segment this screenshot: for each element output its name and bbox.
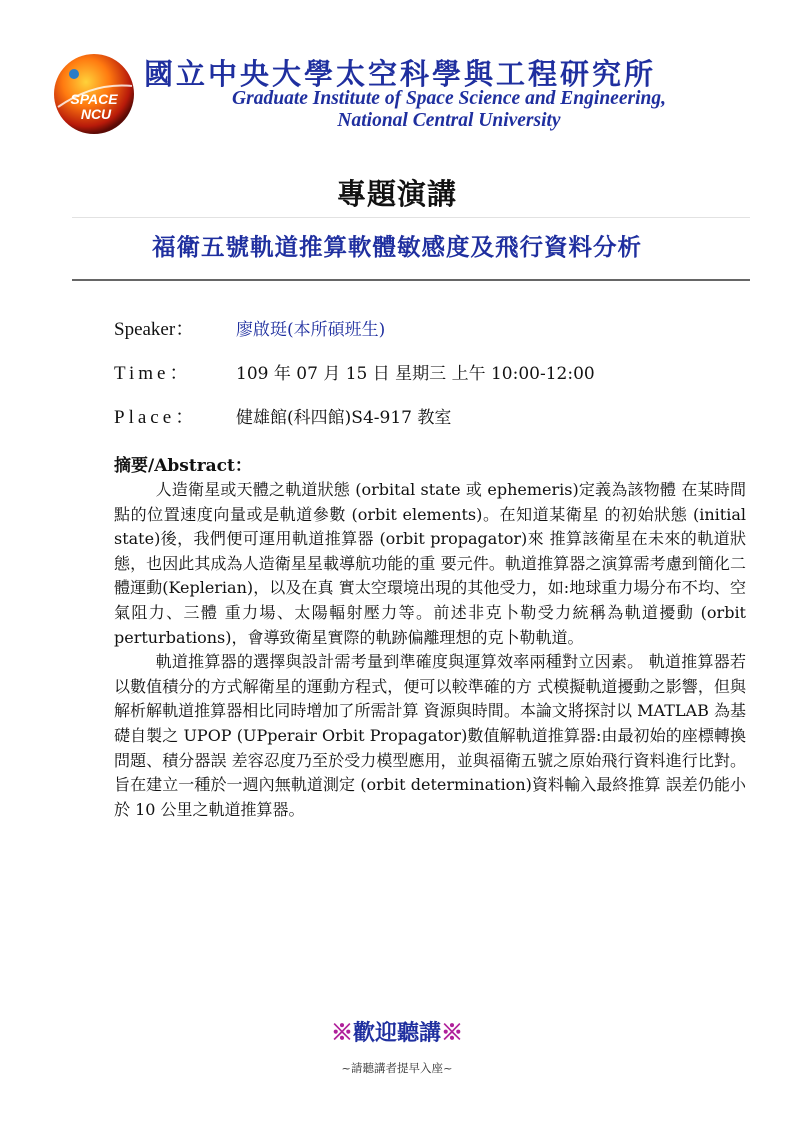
institute-name-cn: 國立中央大學太空科學與工程研究所	[144, 57, 657, 91]
time-value: 109 年 07 月 15 日 星期三 上午 10:00-12:00	[236, 364, 595, 384]
abstract-paragraph: 軌道推算器的選擇與設計需考量到準確度與運算效率兩種對立因素。 軌道推算器若以數值積分的方式解衛星的運動方程式，便可以較準確的方 式模擬軌道擾動之影響，但與解析解軌道推算器相比同時增加了所需計算 資源與時間。本論文將探討以 MATLAB 為基礎自製之 UPOP (UPperair Orbit Propagator)數值解軌道推算器:由最初始的座標轉換問題、積分器誤 差容忍度乃至於受力模型應用，並與福衛五號之原始飛行資料進行比對。 旨在建立一種於一週內無軌道測定 (orbit determination)資料輸入最終推算 誤差仍能小於 10 公里之軌道推算器。	[114, 652, 746, 819]
talk-type-heading: 專題演講	[336, 177, 457, 211]
divider-thick	[72, 279, 750, 281]
speaker-row	[114, 314, 385, 341]
welcome-banner	[0, 1016, 794, 1047]
institute-name-en	[144, 88, 754, 132]
talk-title: 福衛五號軌道推算軟體敏感度及飛行資料分析	[152, 233, 642, 261]
reference-mark-icon: ※	[330, 1020, 353, 1046]
logo-text-space: SPACE	[70, 91, 118, 107]
speaker-label: Speaker：	[114, 319, 195, 340]
divider-thin	[72, 217, 750, 218]
speaker-value: 廖啟珽(本所碩班生)	[236, 320, 386, 340]
abstract-heading: 摘要/Abstract：	[114, 456, 252, 476]
reference-mark-icon: ※	[441, 1020, 464, 1046]
institute-name-en-line2: National Central University	[337, 110, 561, 131]
place-label: Place：	[114, 407, 199, 428]
header	[52, 48, 762, 138]
place-value: 健雄館(科四館)S4-917 教室	[236, 408, 452, 428]
space-ncu-logo	[52, 52, 136, 136]
institute-name-en-line1: Graduate Institute of Space Science and Engineering,	[232, 88, 666, 109]
abstract-body	[114, 478, 746, 822]
abstract-paragraph: 人造衛星或天體之軌道狀態 (orbital state 或 ephemeris)定義為該物體 在某時間點的位置速度向量或是軌道參數 (orbit elements)。在知道某衛星 的初始狀態 (initial state)後，我們便可運用軌道推算器 (orbit propagator)來 推算該衛星在未來的軌道狀態，也因此其成為人造衛星星載導航功能的重 要元件。軌道推算器之演算需考慮到簡化二體運動(Keplerian)，以及在真 實太空環境出現的其他受力，如:地球重力場分布不均、空氣阻力、三體 重力場、太陽輻射壓力等。前述非克卜勒受力統稱為軌道擾動 (orbit perturbations)，會導致衛星實際的軌跡偏離理想的克卜勒軌道。	[114, 480, 746, 647]
place-row	[114, 402, 451, 429]
seating-note: ~請聽講者提早入座~	[341, 1061, 453, 1075]
logo-text-ncu: NCU	[80, 106, 112, 122]
time-row	[114, 358, 595, 385]
time-label: Time：	[114, 363, 193, 384]
welcome-text: 歡迎聽講	[352, 1020, 441, 1046]
